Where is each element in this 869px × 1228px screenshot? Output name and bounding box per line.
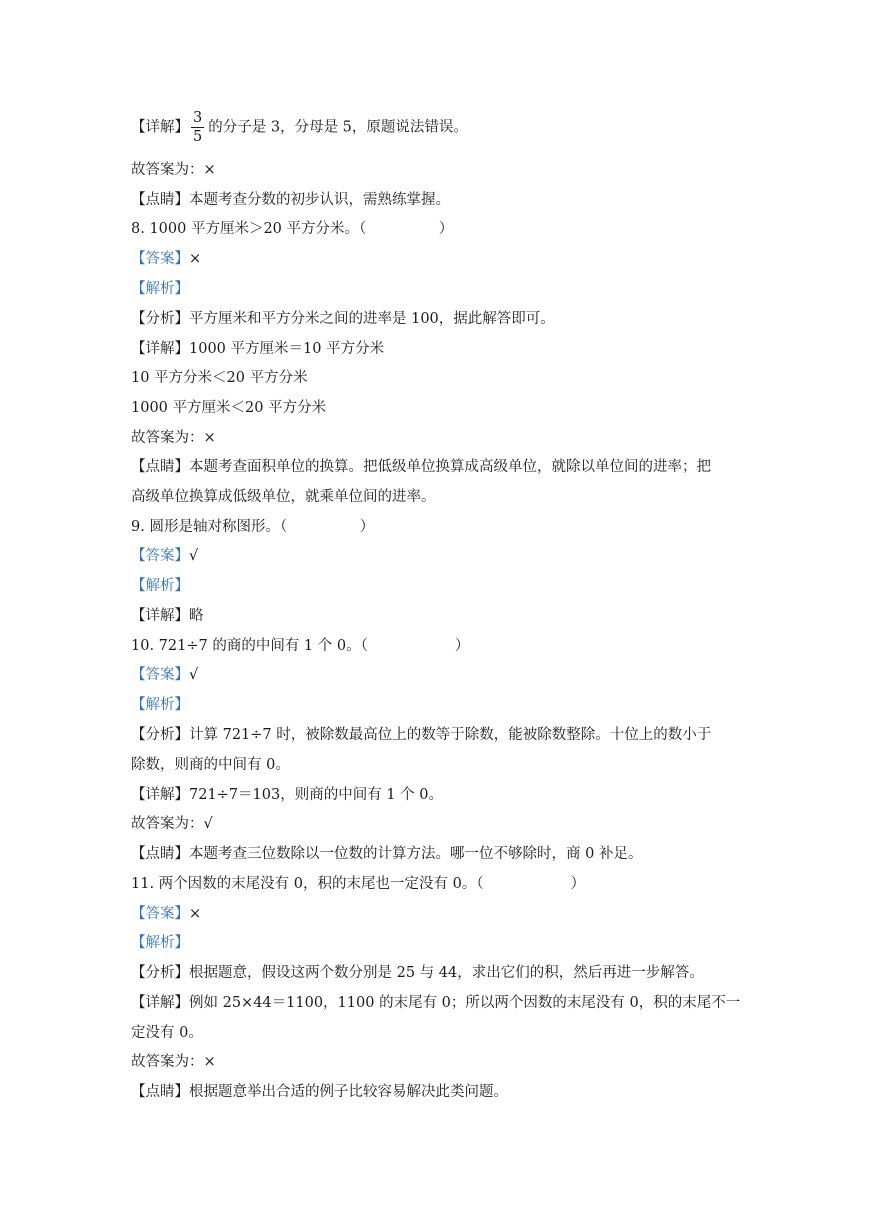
q10-analysis-tag: 【解析】 [131, 697, 189, 713]
fenxi-tag: 【分析】 [131, 311, 189, 327]
q9-answer [131, 546, 198, 566]
q7-note [131, 190, 450, 210]
fraction-3-5 [191, 109, 204, 146]
fenxi-tag: 【分析】 [131, 965, 189, 981]
q8-detail-line-3: 1000 平方厘米＜20 平方分米 [131, 400, 327, 416]
answer-value: × [189, 906, 202, 922]
q10-conclusion: 故答案为：√ [131, 816, 213, 832]
answer-tag: 【答案】 [131, 906, 189, 922]
q11-note [131, 1082, 508, 1102]
q7-conclusion: 故答案为：× [131, 162, 216, 178]
detail-text: 的分子是 3，分母是 5，原题说法错误。 [208, 119, 468, 136]
answer-value: √ [189, 667, 199, 683]
detail-line: 1000 平方厘米＝10 平方分米 [189, 341, 385, 357]
q11-conclusion: 故答案为：× [131, 1054, 216, 1070]
note-text: 本题考查面积单位的换算。把低级单位换算成高级单位，就除以单位间的进率；把 [189, 459, 711, 475]
fenxi-text: 平方厘米和平方分米之间的进率是 100，据此解答即可。 [189, 311, 555, 327]
detail-text: 例如 25×44＝1100，1100 的末尾有 0；所以两个因数的末尾没有 0，积的末尾不一 [189, 995, 741, 1011]
fraction-denominator: 5 [193, 129, 203, 145]
q8-question: 8. 1000 平方厘米＞20 平方分米。（ ） [131, 221, 454, 237]
detail-tag: 【详解】 [131, 341, 189, 357]
fraction-numerator: 3 [193, 110, 203, 126]
q8-analysis-tag: 【解析】 [131, 281, 189, 297]
q11-detail [131, 993, 740, 1013]
fenxi-text: 计算 721÷7 时，被除数最高位上的数等于除数，能被除数整除。十位上的数小于 [189, 727, 712, 743]
q10-fenxi [131, 725, 711, 745]
fenxi-text: 根据题意，假设这两个数分别是 25 与 44，求出它们的积，然后再进一步解答。 [189, 965, 704, 981]
note-text: 根据题意举出合适的例子比较容易解决此类问题。 [189, 1084, 508, 1100]
q11-detail-line-2: 定没有 0。 [131, 1025, 203, 1041]
q8-detail-line-2: 10 平方分米＜20 平方分米 [131, 370, 308, 386]
q10-fenxi-line-2: 除数，则商的中间有 0。 [131, 757, 290, 773]
detail-text: 721÷7＝103，则商的中间有 1 个 0。 [189, 787, 444, 803]
note-text: 本题考查分数的初步认识，需熟练掌握。 [189, 192, 450, 208]
detail-tag: 【详解】 [131, 119, 189, 136]
answer-tag: 【答案】 [131, 667, 189, 683]
q10-question: 10. 721÷7 的商的中间有 1 个 0。（ ） [131, 638, 470, 654]
q8-detail [131, 339, 384, 359]
q11-analysis-tag: 【解析】 [131, 935, 189, 951]
answer-value: × [189, 251, 202, 267]
note-tag: 【点睛】 [131, 1084, 189, 1100]
q10-answer [131, 665, 198, 685]
q7-detail [131, 109, 468, 146]
detail-text: 略 [189, 608, 204, 624]
detail-tag: 【详解】 [131, 787, 189, 803]
fenxi-tag: 【分析】 [131, 727, 189, 743]
q9-analysis-tag: 【解析】 [131, 578, 189, 594]
q10-note [131, 844, 642, 864]
note-tag: 【点睛】 [131, 192, 189, 208]
q9-detail [131, 606, 204, 626]
q8-conclusion: 故答案为：× [131, 430, 216, 446]
q10-detail [131, 785, 443, 805]
q8-note-line-2: 高级单位换算成低级单位，就乘单位间的进率。 [131, 489, 436, 505]
q11-fenxi [131, 963, 704, 983]
note-tag: 【点睛】 [131, 846, 189, 862]
note-text: 本题考查三位数除以一位数的计算方法。哪一位不够除时，商 0 补足。 [189, 846, 643, 862]
q8-fenxi [131, 309, 555, 329]
detail-tag: 【详解】 [131, 995, 189, 1011]
q11-answer [131, 904, 201, 924]
q11-question: 11. 两个因数的末尾没有 0，积的末尾也一定没有 0。（ ） [131, 876, 586, 892]
answer-value: √ [189, 548, 199, 564]
q8-note [131, 457, 711, 477]
answer-tag: 【答案】 [131, 548, 189, 564]
q8-answer [131, 249, 201, 269]
answer-tag: 【答案】 [131, 251, 189, 267]
note-tag: 【点睛】 [131, 459, 189, 475]
q9-question: 9. 圆形是轴对称图形。（ ） [131, 519, 375, 535]
detail-tag: 【详解】 [131, 608, 189, 624]
